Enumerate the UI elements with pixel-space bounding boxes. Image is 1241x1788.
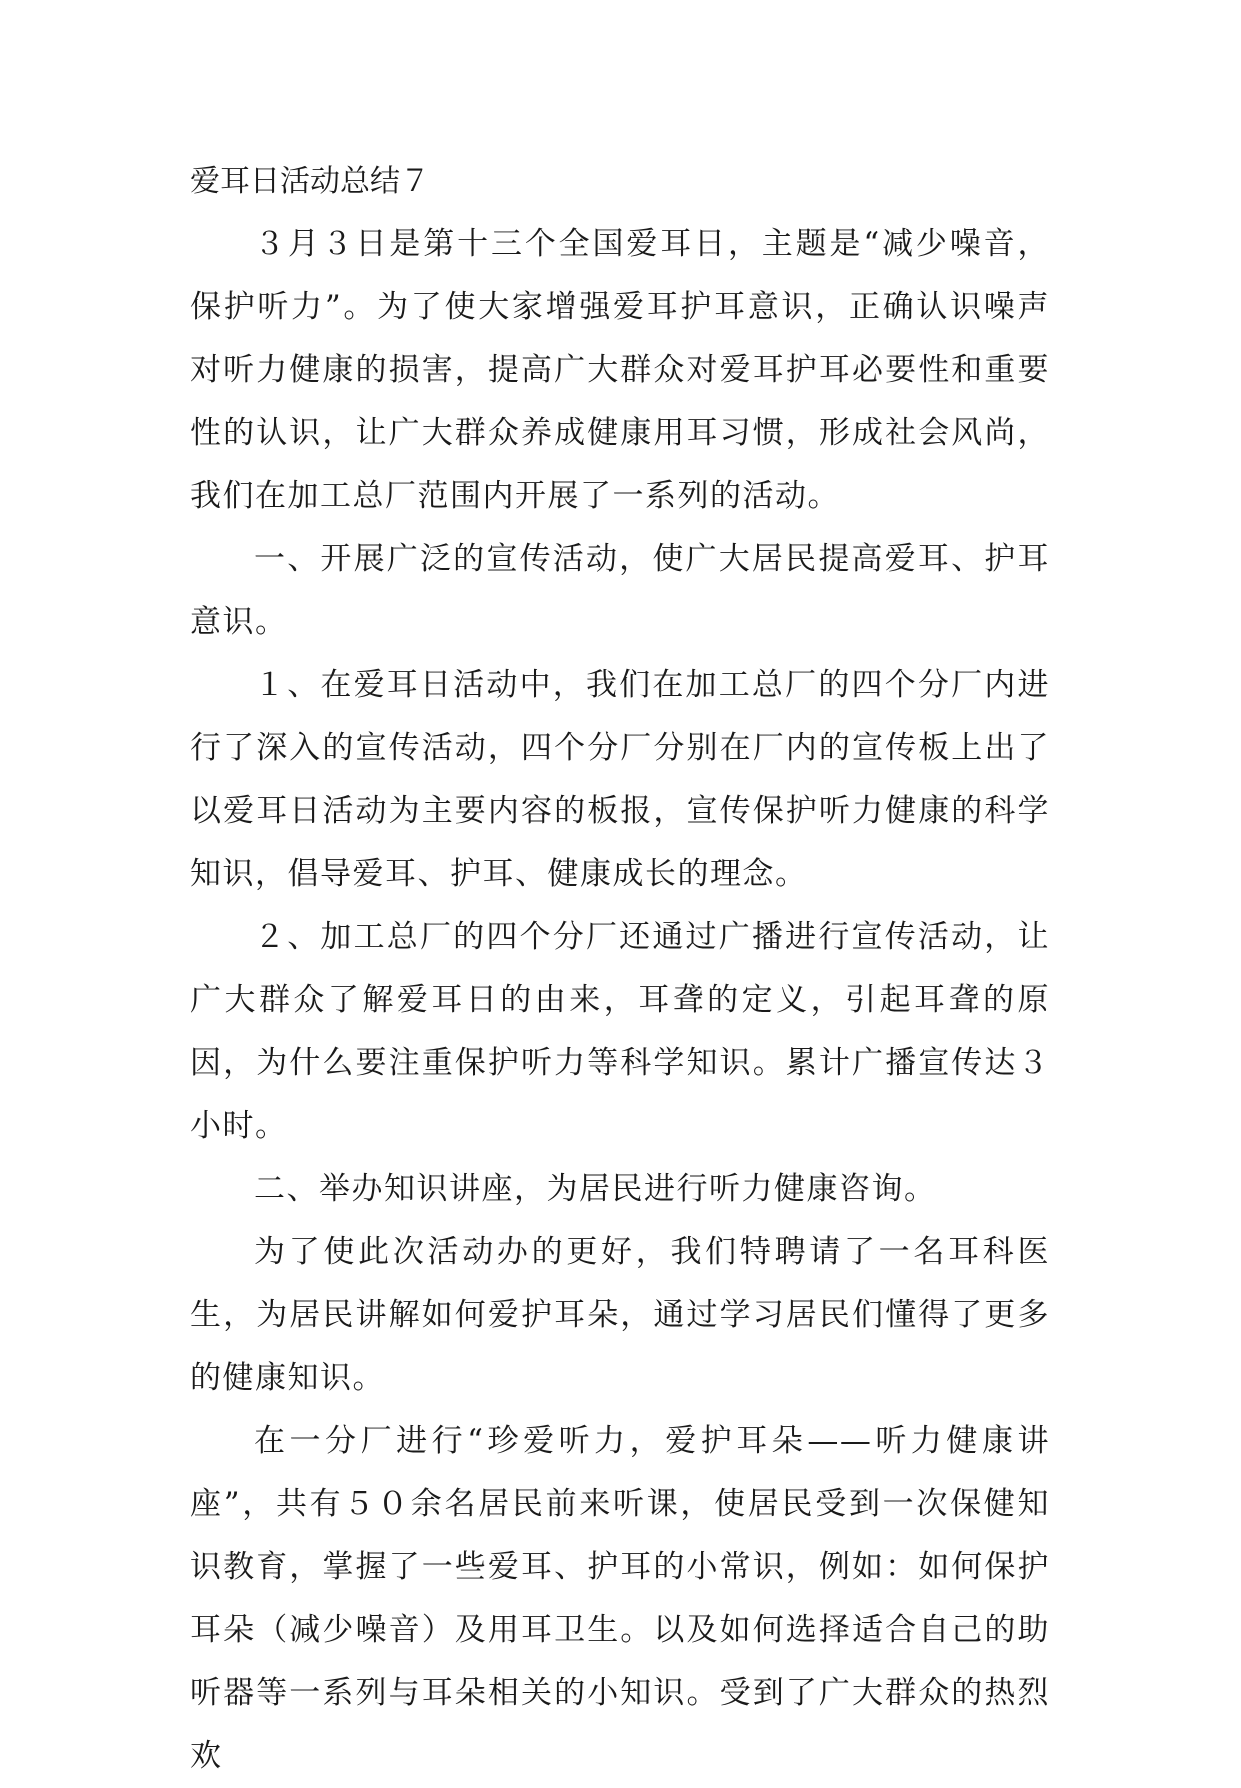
- paragraph-intro: ３月３日是第十三个全国爱耳日，主题是“减少噪音，保护听力”。为了使大家增强爱耳护耳意识，正确认识噪声对听力健康的损害，提高广大群众对爱耳护耳必要性和重要性的认识，让广大群众养成健康用耳习惯，形成社会风尚，我们在加工总厂范围内开展了一系列的活动。: [190, 226, 1050, 514]
- paragraph-doctor-invite: 为了使此次活动办的更好，我们特聘请了一名耳科医生，为居民讲解如何爱护耳朵，通过学习居民们懂得了更多的健康知识。: [190, 1234, 1050, 1396]
- paragraph-item-two: ２、加工总厂的四个分厂还通过广播进行宣传活动，让广大群众了解爱耳日的由来，耳聋的定义，引起耳聋的原因，为什么要注重保护听力等科学知识。累计广播宣传达３小时。: [190, 919, 1050, 1144]
- paragraph-lecture: 在一分厂进行“珍爱听力，爱护耳朵——听力健康讲座”，共有５０余名居民前来听课，使居民受到一次保健知识教育，掌握了一些爱耳、护耳的小常识，例如：如何保护耳朵（减少噪音）及用耳卫生。以及如何选择适合自己的助听器等一系列与耳朵相关的小知识。受到了广大群众的热烈欢: [190, 1423, 1050, 1774]
- document-title: 爱耳日活动总结７: [190, 164, 430, 199]
- document-body: [190, 150, 1050, 1788]
- paragraph-item-one: １、在爱耳日活动中，我们在加工总厂的四个分厂内进行了深入的宣传活动，四个分厂分别在厂内的宣传板上出了以爱耳日活动为主要内容的板报，宣传保护听力健康的科学知识，倡导爱耳、护耳、健康成长的理念。: [190, 667, 1050, 892]
- paragraph-section-two-heading: 二、举办知识讲座，为居民进行听力健康咨询。: [254, 1171, 937, 1207]
- paragraph-section-one-heading: 一、开展广泛的宣传活动，使广大居民提高爱耳、护耳意识。: [190, 541, 1050, 640]
